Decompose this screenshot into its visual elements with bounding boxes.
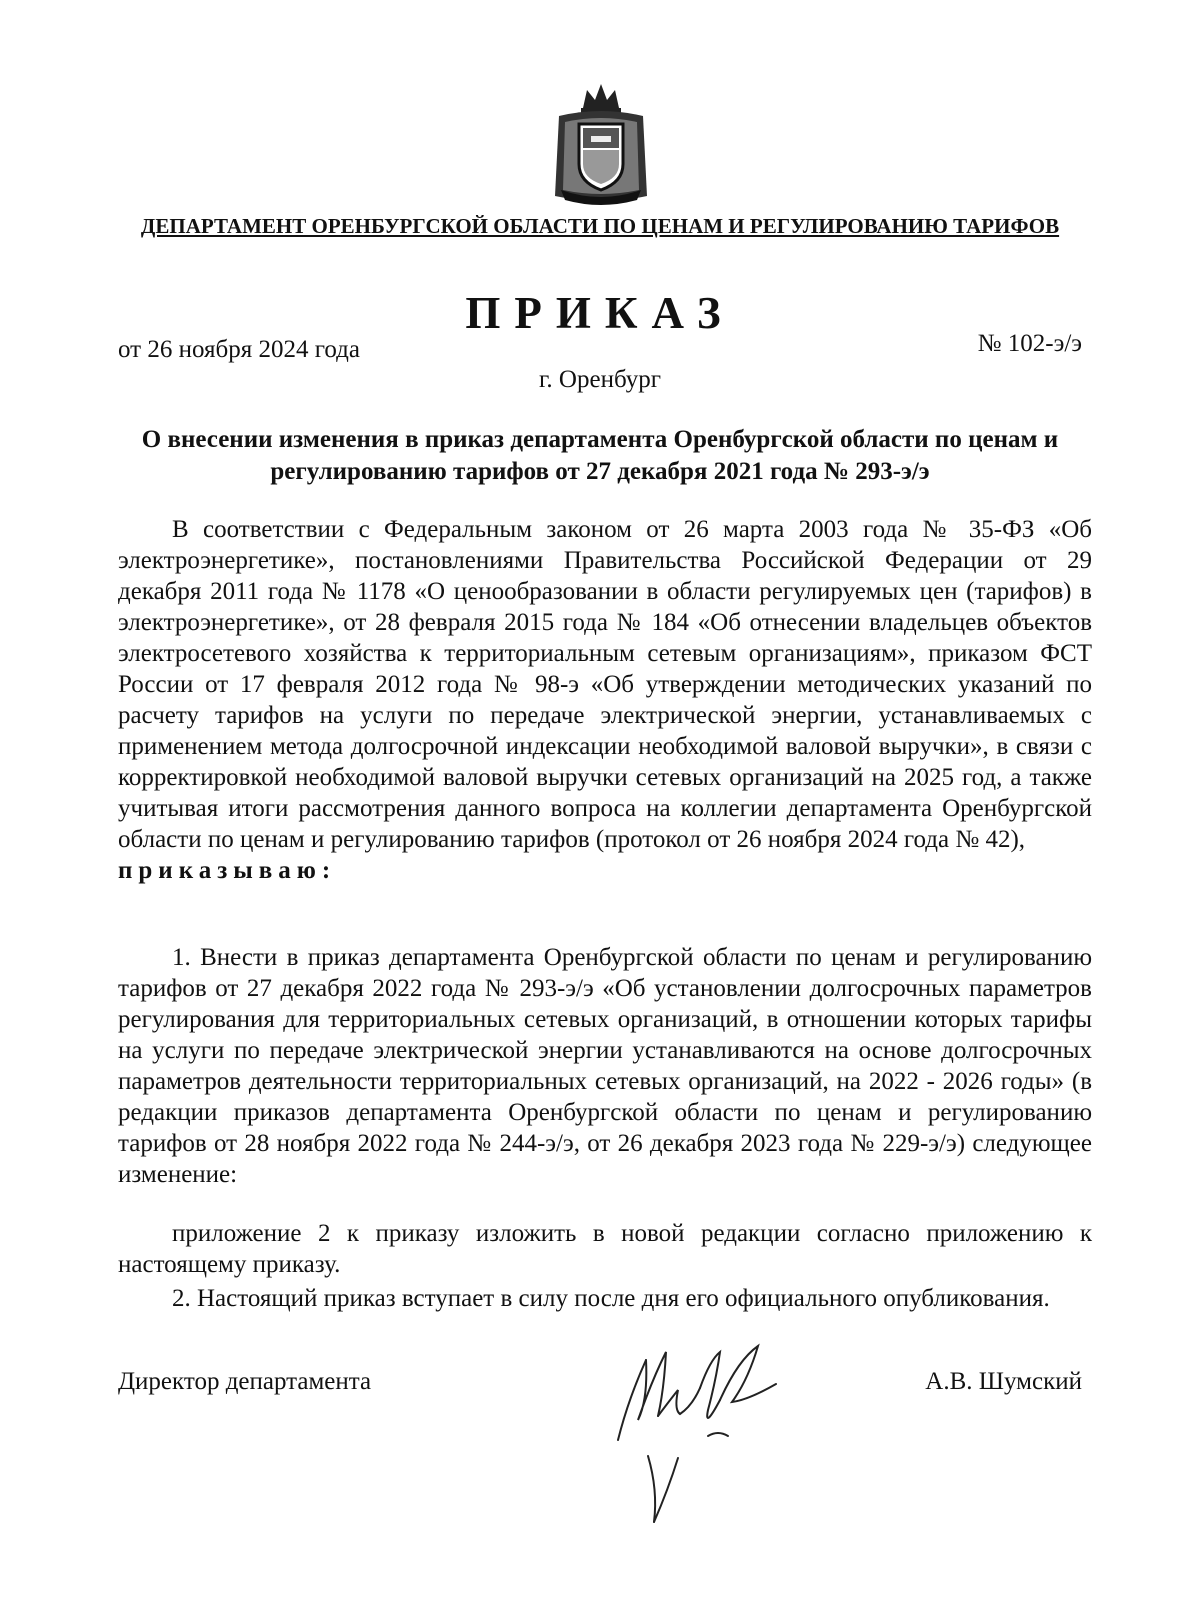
document-title: ПРИКАЗ [465,288,735,338]
coat-of-arms-icon [551,78,651,206]
items-block [118,942,1092,1190]
item-1: 1. Внести в приказ департамента Оренбургской области по ценам и регулированию тарифов от 27 декабря 2022 года № 293-э/э «Об установлении долгосрочных параметров регулирования для территориальных сетевых организаций, в отношении которых тарифы на услуги по передаче электрической энергии устанавливаются на основе долгосрочных параметров деятельности территориальных сетевых организаций, на 2022 - 2026 годы» (в редакции приказов департамента Оренбургской области по ценам и регулированию тарифов от 28 ноября 2022 года № 244-э/э, от 26 декабря 2023 года № 229-э/э) следующее изменение: [118,944,1092,1188]
item-amendment-block [118,1218,1092,1280]
order-city: г. Оренбург [539,366,661,393]
signer-position: Директор департамента [118,1368,372,1395]
preamble-block [118,514,1092,886]
order-date: от 26 ноября 2024 года [118,336,360,363]
signature-icon [608,1340,798,1525]
department-name: ДЕПАРТАМЕНТ ОРЕНБУРГСКОЙ ОБЛАСТИ ПО ЦЕНАМ И РЕГУЛИРОВАНИЮ ТАРИФОВ [140,214,1060,238]
prikazyvayu-label: приказываю: [118,857,337,884]
item-1-amendment: приложение 2 к приказу изложить в новой редакции согласно приложению к настоящему приказу. [118,1220,1092,1278]
order-number: № 102-э/э [977,330,1082,357]
item-2-block [118,1283,1092,1314]
preamble-text: В соответствии с Федеральным законом от 26 марта 2003 года № 35-ФЗ «Об электроэнергетике», постановлениями Правительства Российской Федерации от 29 декабря 2011 года № 1178 «О ценообразовании в области регулируемых цен (тарифов) в электроэнергетике», от 28 февраля 2015 года № 184 «Об отнесении владельцев объектов электросетевого хозяйства к территориальным сетевым организациям», приказом ФСТ России от 17 февраля 2012 года № 98-э «Об утверждении методических указаний по расчету тарифов на услуги по передаче электрической энергии, устанавливаемых с применением метода долгосрочной индексации необходимой валовой выручки», в связи с корректировкой необходимой валовой выручки сетевых организаций на 2025 год, а также учитывая итоги рассмотрения данного вопроса на коллегии департамента Оренбургской области по ценам и регулированию тарифов (протокол от 26 ноября 2024 года № 42), [118,516,1092,853]
signer-name: А.В. Шумский [925,1368,1082,1395]
order-subject: О внесении изменения в приказ департамента Оренбургской области по ценам и регулированию тарифов от 27 декабря 2021 года № 293-э/э [141,426,1059,485]
item-2: 2. Настоящий приказ вступает в силу после дня его официального опубликования. [172,1285,1050,1312]
